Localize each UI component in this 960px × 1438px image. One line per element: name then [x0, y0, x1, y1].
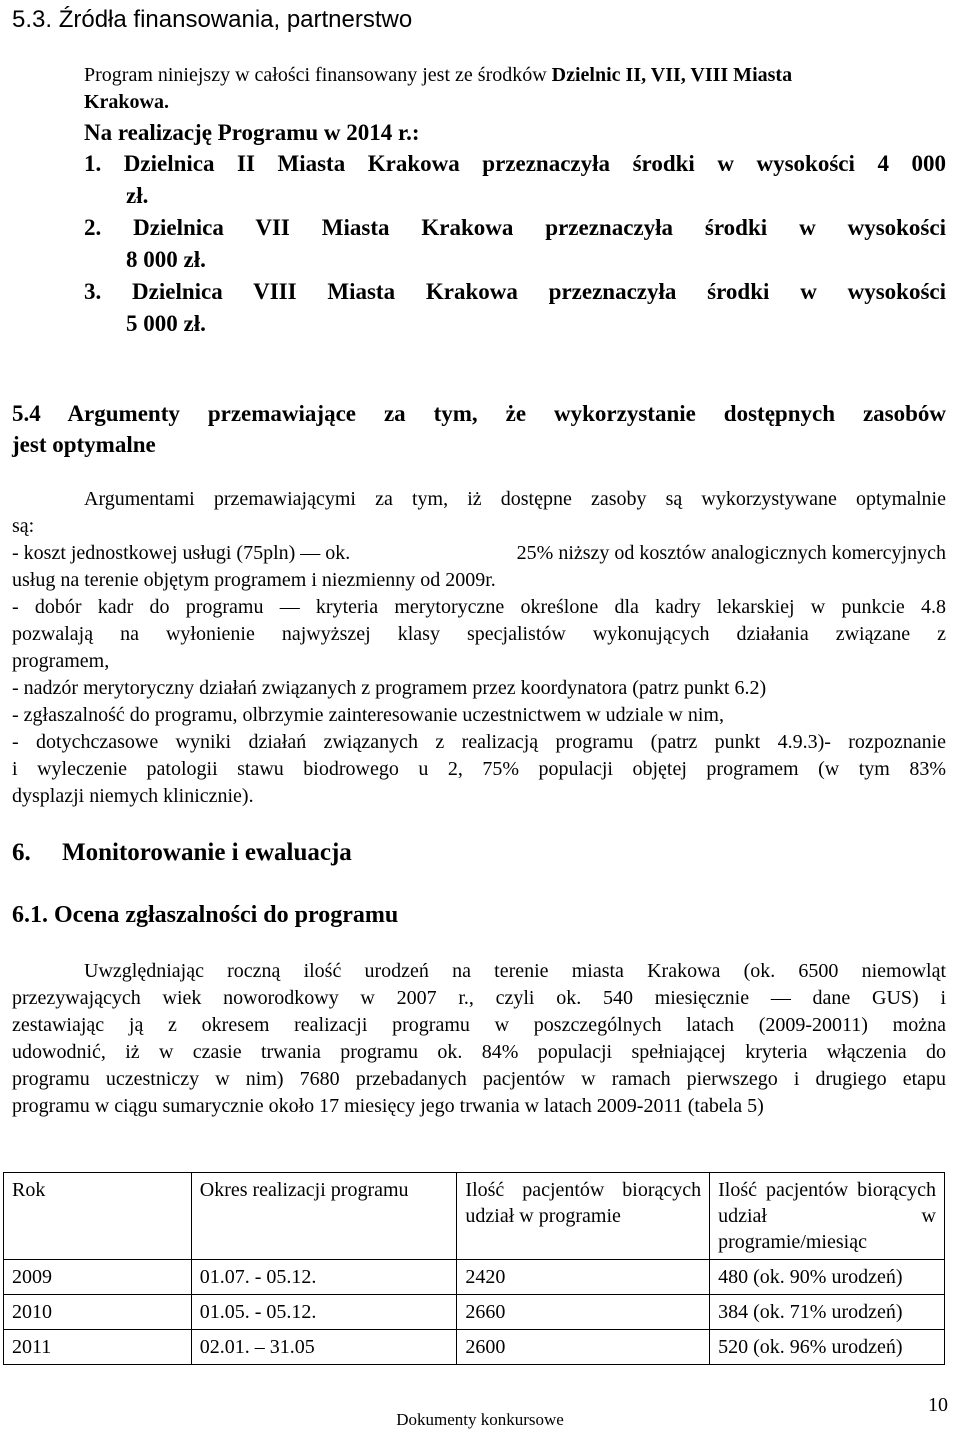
- arg-results: - dotychczasowe wyniki działań związanych z realizacją programu (patrz punkt 4.9.3)- rozpoznanie: [12, 731, 946, 753]
- funding-item-3: 3. Dzielnica VIII Miasta Krakowa przeznaczyła środki w wysokości: [84, 279, 946, 304]
- realization-heading: Na realizację Programu w 2014 r.:: [84, 120, 420, 145]
- arg-cost-b: 25% niższy od kosztów analogicznych komercyjnych: [516, 542, 946, 564]
- section-5-4-title: 5.4 Argumenty przemawiające za tym, że wykorzystanie dostępnych zasobów: [12, 401, 946, 426]
- table-header-row: [4, 1173, 945, 1260]
- funding-item-1-cont: zł.: [126, 183, 149, 208]
- arg-interest: - zgłaszalność do programu, olbrzymie zainteresowanie uczestnictwem w udziale w nim,: [12, 704, 724, 726]
- participants-table: [3, 1172, 945, 1365]
- arg-staff: - dobór kadr do programu — kryteria merytoryczne określone dla kadry lekarskiej w punkcie 4.8: [12, 596, 946, 618]
- cell-period: 02.01. – 31.05: [191, 1330, 457, 1365]
- header-period: Okres realizacji programu: [191, 1173, 457, 1260]
- page-number: 10: [928, 1394, 948, 1416]
- cell-year: 2010: [4, 1295, 192, 1330]
- cell-per-month: 384 (ok. 71% urodzeń): [710, 1295, 945, 1330]
- cell-year: 2011: [4, 1330, 192, 1365]
- funding-item-2: 2. Dzielnica VII Miasta Krakowa przeznaczyła środki w wysokości: [84, 215, 946, 240]
- header-patients: Ilość pacjentów biorących udział w programie: [457, 1173, 710, 1260]
- cell-per-month: 480 (ok. 90% urodzeń): [710, 1260, 945, 1295]
- arg-cost-a: - koszt jednostkowej usługi (75pln) — ok.: [12, 542, 351, 564]
- cell-patients: 2420: [457, 1260, 710, 1295]
- section-5-3-title: 5.3. Źródła finansowania, partnerstwo: [12, 6, 413, 33]
- assessment-line-6: programu w ciągu sumarycznie około 17 miesięcy jego trwania w latach 2009-2011 (tabela 5): [12, 1095, 764, 1117]
- arg-results-cont: i wyleczenie patologii stawu biodrowego u 2, 75% populacji objętej programem (w tym 83%: [12, 758, 946, 780]
- cell-patients: 2660: [457, 1295, 710, 1330]
- args-intro: Argumentami przemawiającymi za tym, iż dostępne zasoby są wykorzystywane optymalnie: [84, 488, 946, 510]
- funding-item-1: 1. Dzielnica II Miasta Krakowa przeznaczyła środki w wysokości 4 000: [84, 151, 946, 176]
- assessment-line-2: przezywających wiek noworodkowy w 2007 r., czyli ok. 540 miesięcznie — dane GUS) i: [12, 987, 946, 1009]
- arg-cost-cont: usług na terenie objętym programem i niezmienny od 2009r.: [12, 569, 496, 591]
- arg-supervision: - nadzór merytoryczny działań związanych z programem przez koordynatora (patrz punkt 6.2): [12, 677, 767, 699]
- assessment-line-1: Uwzględniając roczną ilość urodzeń na terenie miasta Krakowa (ok. 6500 niemowląt: [84, 960, 946, 982]
- intro-text: Program niniejszy w całości finansowany jest ze środków: [84, 64, 547, 86]
- assessment-line-4: udowodnić, iż w czasie trwania programu ok. 84% populacji spełniającej kryteria włączenia do: [12, 1041, 946, 1063]
- header-patients-per-month: Ilość pacjentów biorących udział w programie/miesiąc: [710, 1173, 945, 1260]
- section-6-title: 6. Monitorowanie i ewaluacja: [12, 839, 352, 866]
- assessment-line-3: zestawiając ją z okresem realizacji programu w poszczególnych latach (2009-20011) można: [12, 1014, 946, 1036]
- intro-districts: Dzielnic II, VII, VIII Miasta: [551, 64, 793, 86]
- table-row: [4, 1295, 945, 1330]
- table-row: [4, 1330, 945, 1365]
- args-intro-cont: są:: [12, 515, 35, 537]
- arg-staff-cont-2: programem,: [12, 650, 110, 672]
- table-row: [4, 1260, 945, 1295]
- intro-line-2: Krakowa.: [84, 91, 169, 113]
- funding-item-2-cont: 8 000 zł.: [126, 247, 206, 272]
- assessment-line-5: programu uczestniczy w nim) 7680 przebadanych pacjentów w ramach pierwszego i drugiego etapu: [12, 1068, 946, 1090]
- cell-patients: 2600: [457, 1330, 710, 1365]
- cell-period: 01.05. - 05.12.: [191, 1295, 457, 1330]
- cell-year: 2009: [4, 1260, 192, 1295]
- footer-label: Dokumenty konkursowe: [396, 1410, 564, 1429]
- arg-cost: [12, 540, 946, 567]
- arg-results-cont-2: dysplazji niemych klinicznie).: [12, 785, 254, 807]
- section-6-1-title: 6.1. Ocena zgłaszalności do programu: [12, 902, 399, 928]
- cell-period: 01.07. - 05.12.: [191, 1260, 457, 1295]
- arg-staff-cont: pozwalają na wyłonienie najwyższej klasy specjalistów wykonujących działania związane z: [12, 623, 946, 645]
- header-year: Rok: [4, 1173, 192, 1260]
- section-5-4-title-cont: jest optymalne: [12, 432, 156, 457]
- intro-line-1: [84, 62, 946, 89]
- funding-item-3-cont: 5 000 zł.: [126, 311, 206, 336]
- cell-per-month: 520 (ok. 96% urodzeń): [710, 1330, 945, 1365]
